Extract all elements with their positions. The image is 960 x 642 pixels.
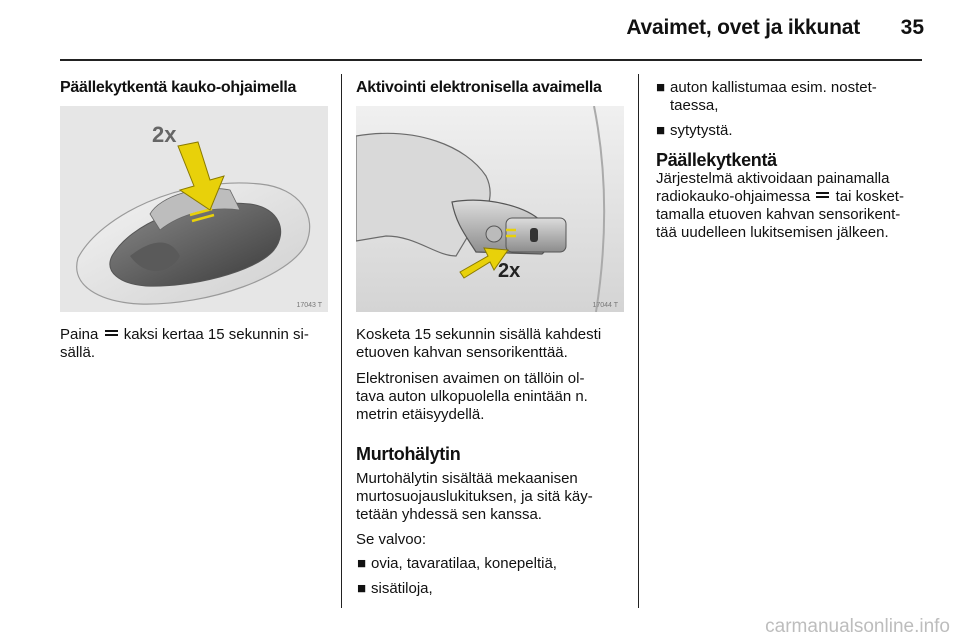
figure-code: 17044 T [592, 302, 618, 309]
column-divider-2 [638, 74, 639, 608]
touch-handle-line-1: Kosketa 15 sekunnin sisällä kahdesti [356, 326, 602, 343]
remote-instruction-line-2: sällä. [60, 344, 96, 361]
list-item: ■ sytytystä. [656, 122, 733, 139]
figure-code: 17043 T [296, 302, 322, 309]
page-number: 35 [900, 16, 924, 39]
remote-key-figure [60, 106, 328, 312]
bullet-mark: ■ [656, 79, 666, 96]
section-heading-activation: Päällekytkentä [656, 150, 777, 170]
lock-symbol-icon [105, 328, 118, 338]
activation-line-3: tamalla etuoven kahvan sensorikent- [656, 206, 901, 223]
section-heading-electronic-key: Aktivointi elektronisella avaimella [356, 79, 602, 96]
activation-text [656, 170, 928, 242]
monitors-label: Se valvoo: [356, 531, 427, 548]
remote-key-illustration [60, 106, 328, 312]
bullet-mark: ■ [357, 555, 367, 572]
monitored-items-list-continued [656, 79, 926, 147]
monitored-items-list [357, 555, 629, 605]
remote-text-after: kaksi kertaa 15 sekunnin si- [123, 326, 309, 343]
bullet-mark: ■ [656, 122, 666, 139]
press-count-label: 2x [152, 122, 177, 147]
key-distance-line-3: metrin etäisyydellä. [356, 406, 485, 423]
list-item: ■ auton kallistumaa esim. nostet- taessa, [656, 79, 877, 114]
alarm-description-text [356, 470, 628, 524]
key-distance-text [356, 370, 628, 424]
door-handle-illustration [356, 106, 624, 312]
door-handle-figure [356, 106, 624, 312]
touch-handle-line-2: etuoven kahvan sensorikenttää. [356, 344, 568, 361]
section-heading-alarm: Murtohälytin [356, 444, 461, 464]
remote-text-before: Paina [60, 326, 99, 343]
section-heading-remote: Päällekytkentä kauko-ohjaimella [60, 79, 297, 96]
column-divider-1 [341, 74, 342, 608]
alarm-description-line-1: Murtohälytin sisältää mekaanisen [356, 470, 578, 487]
key-distance-line-2: tava auton ulkopuolella enintään n. [356, 388, 588, 405]
list-item: ■ ovia, tavaratilaa, konepeltiä, [357, 555, 557, 572]
alarm-description-line-2: murtosuojauslukituksen, ja sitä käy- [356, 488, 593, 505]
alarm-description-line-3: tetään yhdessä sen kanssa. [356, 506, 542, 523]
activation-line-4: tää uudelleen lukitsemisen jälkeen. [656, 224, 889, 241]
touch-handle-text [356, 326, 628, 362]
bullet-mark: ■ [357, 580, 367, 597]
watermark: carmanualsonline.info [765, 616, 950, 637]
header-rule [60, 59, 922, 61]
remote-instruction-text [60, 326, 330, 362]
running-header-title: Avaimet, ovet ja ikkunat [626, 16, 860, 39]
activation-line-2: radiokauko-ohjaimessa tai kosket- [656, 188, 904, 205]
key-distance-line-1: Elektronisen avaimen on tällöin ol- [356, 370, 585, 387]
list-item: ■ sisätiloja, [357, 580, 433, 597]
lock-symbol-icon [816, 190, 829, 200]
activation-line-1: Järjestelmä aktivoidaan painamalla [656, 170, 890, 187]
press-count-label: 2x [498, 260, 521, 282]
remote-instruction-line-1 [60, 326, 330, 344]
